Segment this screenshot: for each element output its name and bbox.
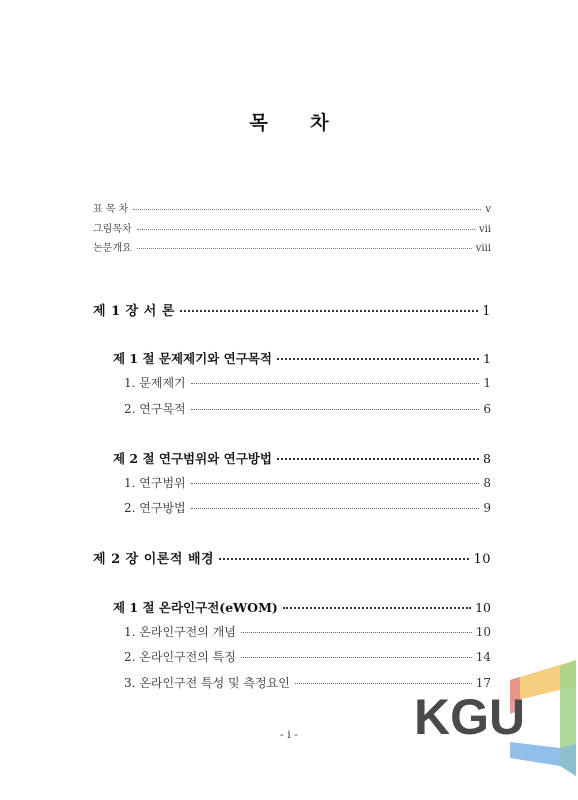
dot-leader [241,632,472,633]
toc-item[interactable] [124,374,491,391]
toc-item-label: 1. 연구범위 [124,476,186,490]
toc-section-label: 제 2 절 연구범위와 연구방법 [113,451,272,466]
toc-item-page: 9 [483,501,491,515]
toc-entry-label: 그림목차 [93,224,132,235]
toc-item-label: 2. 연구목적 [124,402,186,416]
dot-leader [283,607,471,609]
dot-leader [191,483,480,484]
toc-item-label: 2. 연구방법 [124,501,186,515]
toc-section-label: 제 1 절 문제제기와 연구목적 [113,351,272,366]
toc-item[interactable] [124,499,491,516]
page-number: - i - [280,728,298,741]
toc-entry-page: vii [478,224,491,235]
toc-section-page: 1 [483,351,491,366]
toc-entry-label: 논문개요 [93,243,132,254]
dot-leader [219,558,469,560]
dot-leader [133,209,481,210]
toc-item-page: 6 [483,402,491,416]
toc-item[interactable] [124,474,491,491]
dot-leader [191,508,480,509]
toc-entry-page: viii [475,243,491,254]
page-title: 목 차 [249,112,347,134]
dot-leader [191,383,480,384]
toc-entry-abstract[interactable] [93,239,491,254]
toc-item-page: 10 [475,625,491,639]
toc-entry-figure-list[interactable] [93,220,491,235]
toc-item[interactable] [124,400,491,417]
dot-leader [277,358,479,360]
dot-leader [180,310,478,312]
toc-entry-page: v [485,204,491,215]
dot-leader [277,458,479,460]
toc-chapter-label: 제 1 장 서 론 [93,304,175,319]
toc-entry-table-list[interactable] [93,200,491,215]
toc-item-page: 17 [475,676,491,690]
toc-item-page: 14 [475,650,491,664]
dot-leader [137,229,475,230]
toc-chapter-label: 제 2 장 이론적 배경 [93,552,215,567]
dot-leader [191,409,480,410]
toc-item-label: 1. 온라인구전의 개념 [124,625,236,639]
toc-item-page: 1 [483,376,491,390]
kgu-logo [410,658,578,778]
toc-chapter-1[interactable] [93,300,491,319]
toc-section-1-1[interactable] [113,349,491,367]
toc-chapter-page: 1 [482,304,491,319]
toc-item[interactable] [124,623,491,640]
toc-item-page: 8 [483,476,491,490]
toc-chapter-2[interactable] [93,548,491,567]
toc-item-label: 3. 온라인구전 특성 및 측정요인 [124,676,290,690]
dot-leader [137,248,472,249]
toc-entry-label: 표 목 차 [93,204,129,215]
toc-section-page: 8 [483,451,491,466]
toc-section-label: 제 1 절 온라인구전(eWOM) [113,600,278,615]
kgu-logo-text: KGU [414,689,526,745]
toc-item-label: 2. 온라인구전의 특징 [124,650,236,664]
toc-item-label: 1. 문제제기 [124,376,186,390]
toc-section-2-1[interactable] [113,598,491,616]
toc-chapter-page: 10 [473,552,491,567]
toc-section-page: 10 [475,600,491,615]
toc-section-1-2[interactable] [113,449,491,467]
kgu-logo-graphic [410,658,578,778]
